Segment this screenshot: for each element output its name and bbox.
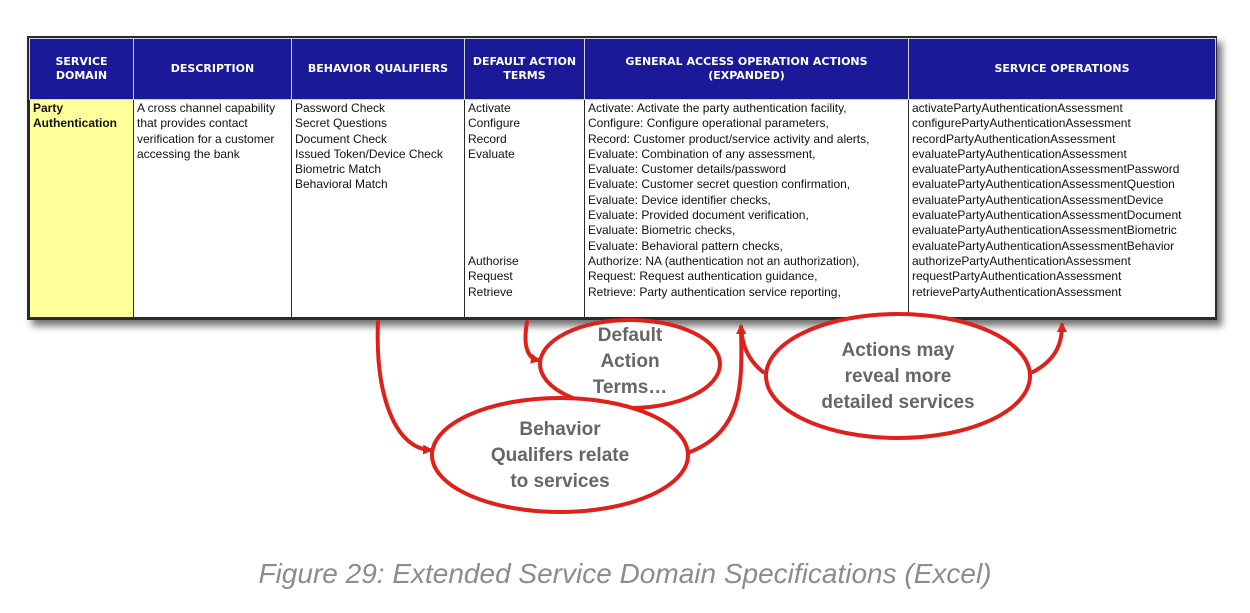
list-item: activatePartyAuthenticationAssessment [912, 101, 1123, 115]
list-item: Evaluate: Biometric checks, [588, 223, 736, 238]
annotation-line: Action [600, 351, 660, 372]
list-item: evaluatePartyAuthenticationAssessmentDevice [912, 192, 1164, 207]
list-item: Secret Questions [295, 116, 388, 131]
list-item: Configure [468, 116, 521, 131]
list-item: evaluatePartyAuthenticationAssessment [912, 146, 1127, 161]
list-item: Biometric Match [295, 162, 382, 177]
list-item: Evaluate: Combination of any assessment, [588, 146, 816, 161]
list-item: Evaluate: Customer secret question confirmation, [588, 177, 851, 192]
annotation-line: Default [597, 325, 663, 346]
list-item: Activate: Activate the party authentication facility, [588, 101, 847, 115]
arrow-actions-right [1033, 325, 1062, 372]
list-item: Evaluate: Customer details/password [588, 162, 787, 177]
list-item: Document Check [295, 131, 388, 146]
annotation-line: detailed services [821, 392, 975, 413]
list-item: Request [468, 269, 513, 284]
annotation-line: Behavior [519, 419, 601, 440]
list-item: configurePartyAuthenticationAssessment [912, 116, 1131, 131]
list-item: Evaluate: Provided document verification, [588, 208, 809, 223]
description-text: A cross channel capability that provides contact verification for a customer accessing the bank [137, 101, 276, 161]
annotation-line: Qualifers relate [490, 445, 630, 466]
list-item: Request: Request authentication guidance, [588, 269, 818, 284]
list-item: Evaluate: Behavioral pattern checks, [588, 238, 783, 253]
annotation-line: reveal more [844, 366, 952, 387]
header-general-access: GENERAL ACCESS OPERATION ACTIONS (EXPANDED) [585, 39, 909, 100]
list-item: Evaluate [468, 146, 515, 161]
annotation-line: to services [510, 471, 610, 492]
list-item: evaluatePartyAuthenticationAssessmentPassword [912, 162, 1180, 177]
arrow-actions-left [741, 327, 763, 372]
list-item: retrievePartyAuthenticationAssessment [912, 284, 1122, 299]
list-item: Password Check [295, 101, 386, 115]
list-item: Retrieve: Party authentication service reporting, [588, 284, 841, 299]
list-item: Issued Token/Device Check [295, 146, 443, 161]
list-item: Authorize: NA (authentication not an authorization), [588, 253, 860, 268]
list-item: evaluatePartyAuthenticationAssessmentBiometric [912, 223, 1177, 238]
header-default-action-terms: DEFAULT ACTION TERMS [465, 39, 585, 100]
arrow-behavior [378, 322, 430, 450]
list-item: Behavioral Match [295, 177, 388, 192]
list-item: Retrieve [468, 284, 513, 299]
default-terms-annotation [560, 323, 700, 401]
list-item: Authorise [468, 253, 519, 268]
list-item: requestPartyAuthenticationAssessment [912, 269, 1122, 284]
list-item: Evaluate: Device identifier checks, [588, 192, 771, 207]
list-item: evaluatePartyAuthenticationAssessmentDocument [912, 208, 1182, 223]
figure-caption: Figure 29: Extended Service Domain Specifications (Excel) [258, 558, 992, 589]
header-description: DESCRIPTION [134, 39, 292, 100]
service-domain-cell: Party Authentication [30, 100, 134, 318]
annotation-line: Actions may [841, 340, 955, 361]
list-item: recordPartyAuthenticationAssessment [912, 131, 1116, 146]
list-item: authorizePartyAuthenticationAssessment [912, 253, 1131, 268]
list-item: Record [468, 131, 507, 146]
header-service-domain: SERVICE DOMAIN [30, 39, 134, 100]
header-service-operations: SERVICE OPERATIONS [909, 39, 1216, 100]
list-item: Activate [468, 101, 511, 115]
arrow-default-terms [525, 322, 538, 360]
list-item: Record: Customer product/service activity and alerts, [588, 131, 870, 146]
header-behavior-qualifiers: BEHAVIOR QUALIFIERS [292, 39, 465, 100]
annotation-line: Terms… [592, 377, 668, 398]
actions-annotation [798, 338, 998, 416]
list-item: evaluatePartyAuthenticationAssessmentQuestion [912, 177, 1175, 192]
list-item: Configure: Configure operational parameters, [588, 116, 829, 131]
behavior-annotation [460, 417, 660, 495]
list-item: evaluatePartyAuthenticationAssessmentBehavior [912, 238, 1175, 253]
